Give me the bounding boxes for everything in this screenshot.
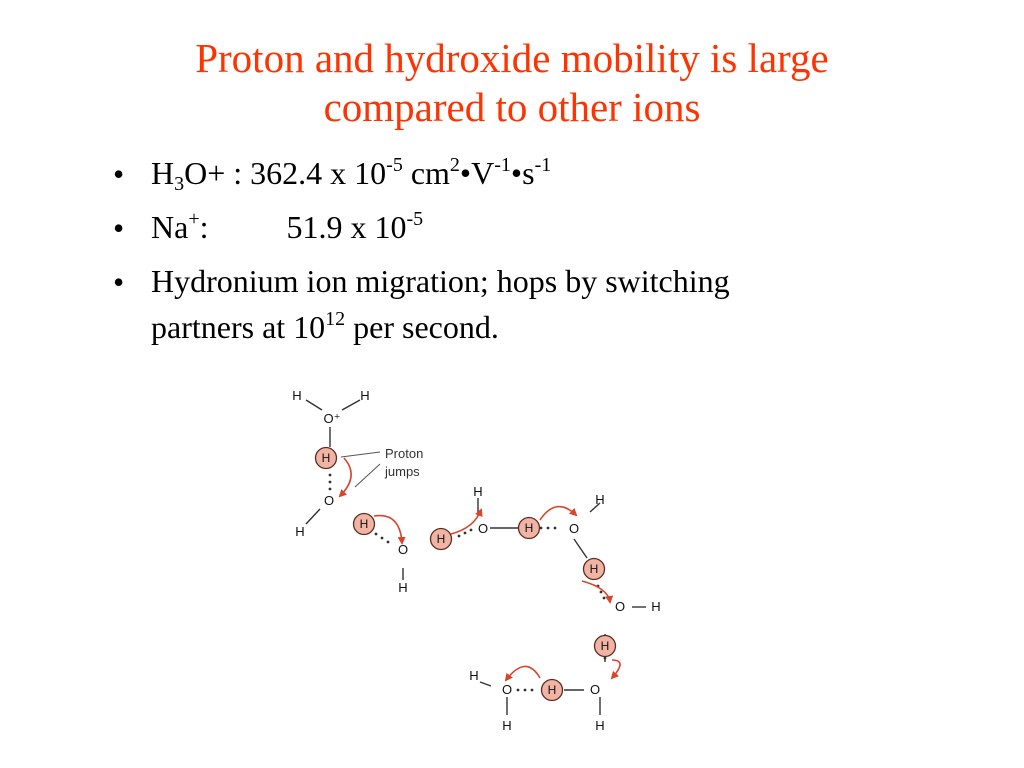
unit-s: •s (510, 155, 535, 191)
bullet-marker: • (113, 210, 125, 246)
proton-label: H (524, 521, 534, 535)
migration-text-line2: partners at 10 (151, 309, 326, 345)
label-leader-lines (341, 452, 380, 487)
bond (574, 539, 587, 558)
bond (306, 400, 322, 410)
exponent: 2 (449, 154, 460, 176)
proton-label: H (589, 562, 599, 576)
label-line-2: jumps (385, 464, 420, 479)
bond (306, 509, 320, 524)
proton-jump-arrow (540, 507, 576, 520)
hydrogen-atom: H (360, 388, 370, 403)
hydrogen-atom: H (595, 492, 605, 507)
atom-labels (292, 388, 660, 733)
exponent: -1 (534, 154, 552, 176)
proton-jump-arrow (582, 581, 610, 602)
proton-jump-arrow (612, 660, 620, 678)
migration-text-line1: Hydronium ion migration; hops by switching (151, 263, 730, 299)
bullet-hydronium-migration (113, 258, 913, 350)
hydronium-oxygen: O⁺ (323, 411, 341, 426)
proton-jump-arrow (340, 458, 351, 496)
title-line-1: Proton and hydroxide mobility is large (195, 35, 829, 81)
hydrogen-atom: H (292, 388, 302, 403)
oxygen-atom: O (477, 521, 489, 536)
hydrogen-atom: H (295, 524, 305, 539)
bullet-marker: • (113, 156, 125, 192)
oxygen-atom: O (501, 682, 513, 697)
oxygen-atom: O (589, 682, 601, 697)
proton-jump-arrow (506, 666, 540, 680)
h3o-value: O+ : 362.4 x 10 (184, 155, 387, 191)
unit-v: •V (459, 155, 495, 191)
exponent: 12 (325, 308, 346, 330)
proton-label: H (436, 532, 446, 546)
proton-jump-arrow (451, 510, 481, 534)
leader-line (355, 464, 380, 487)
oxygen-atom: O (323, 493, 335, 508)
proton-labels (322, 451, 610, 697)
hydrogen-atom: H (469, 668, 479, 683)
oxygen-atom: O (397, 542, 409, 557)
proton-jump-arrow (374, 516, 402, 543)
exponent: -5 (386, 154, 403, 176)
proton-hopping-svg (278, 378, 698, 738)
bond (342, 400, 360, 410)
exponent: -5 (406, 208, 424, 230)
leader-line (341, 452, 380, 457)
proton-label: H (321, 451, 331, 465)
proton-label: H (600, 639, 610, 653)
proton-label: H (359, 517, 369, 531)
oxygen-atom: O (614, 599, 626, 614)
migration-text-end: per second. (345, 309, 499, 345)
proton-hopping-diagram (278, 378, 698, 743)
proton-label: H (547, 683, 557, 697)
unit-cm: cm (402, 155, 450, 191)
exponent: -1 (494, 154, 511, 176)
label-line-1: Proton (385, 446, 424, 461)
bullet-marker: • (113, 264, 125, 300)
title-line-2: compared to other ions (323, 84, 701, 130)
bullet-hydronium-mobility (113, 150, 913, 198)
hydrogen-bond-dots (329, 474, 607, 692)
charge-superscript: + (188, 208, 200, 230)
bullet-sodium-mobility (113, 204, 913, 252)
bond (480, 682, 491, 686)
slide-title (0, 34, 1024, 132)
na-value: 51.9 x 10 (286, 209, 407, 245)
proton-jumps-label (384, 446, 423, 479)
hydrogen-atom: H (398, 580, 408, 595)
bullet-list (113, 150, 913, 356)
jumping-protons (316, 448, 616, 701)
hydrogen-atom: H (651, 599, 661, 614)
hydrogen-atom: H (502, 718, 512, 733)
oxygen-atom: O (568, 521, 580, 536)
hydrogen-atom: H (595, 718, 605, 733)
hydrogen-atom: H (473, 484, 483, 499)
h-text: H (151, 155, 175, 191)
subscript-3: 3 (174, 173, 185, 195)
na-text: Na (151, 209, 189, 245)
na-colon: : (199, 209, 209, 245)
